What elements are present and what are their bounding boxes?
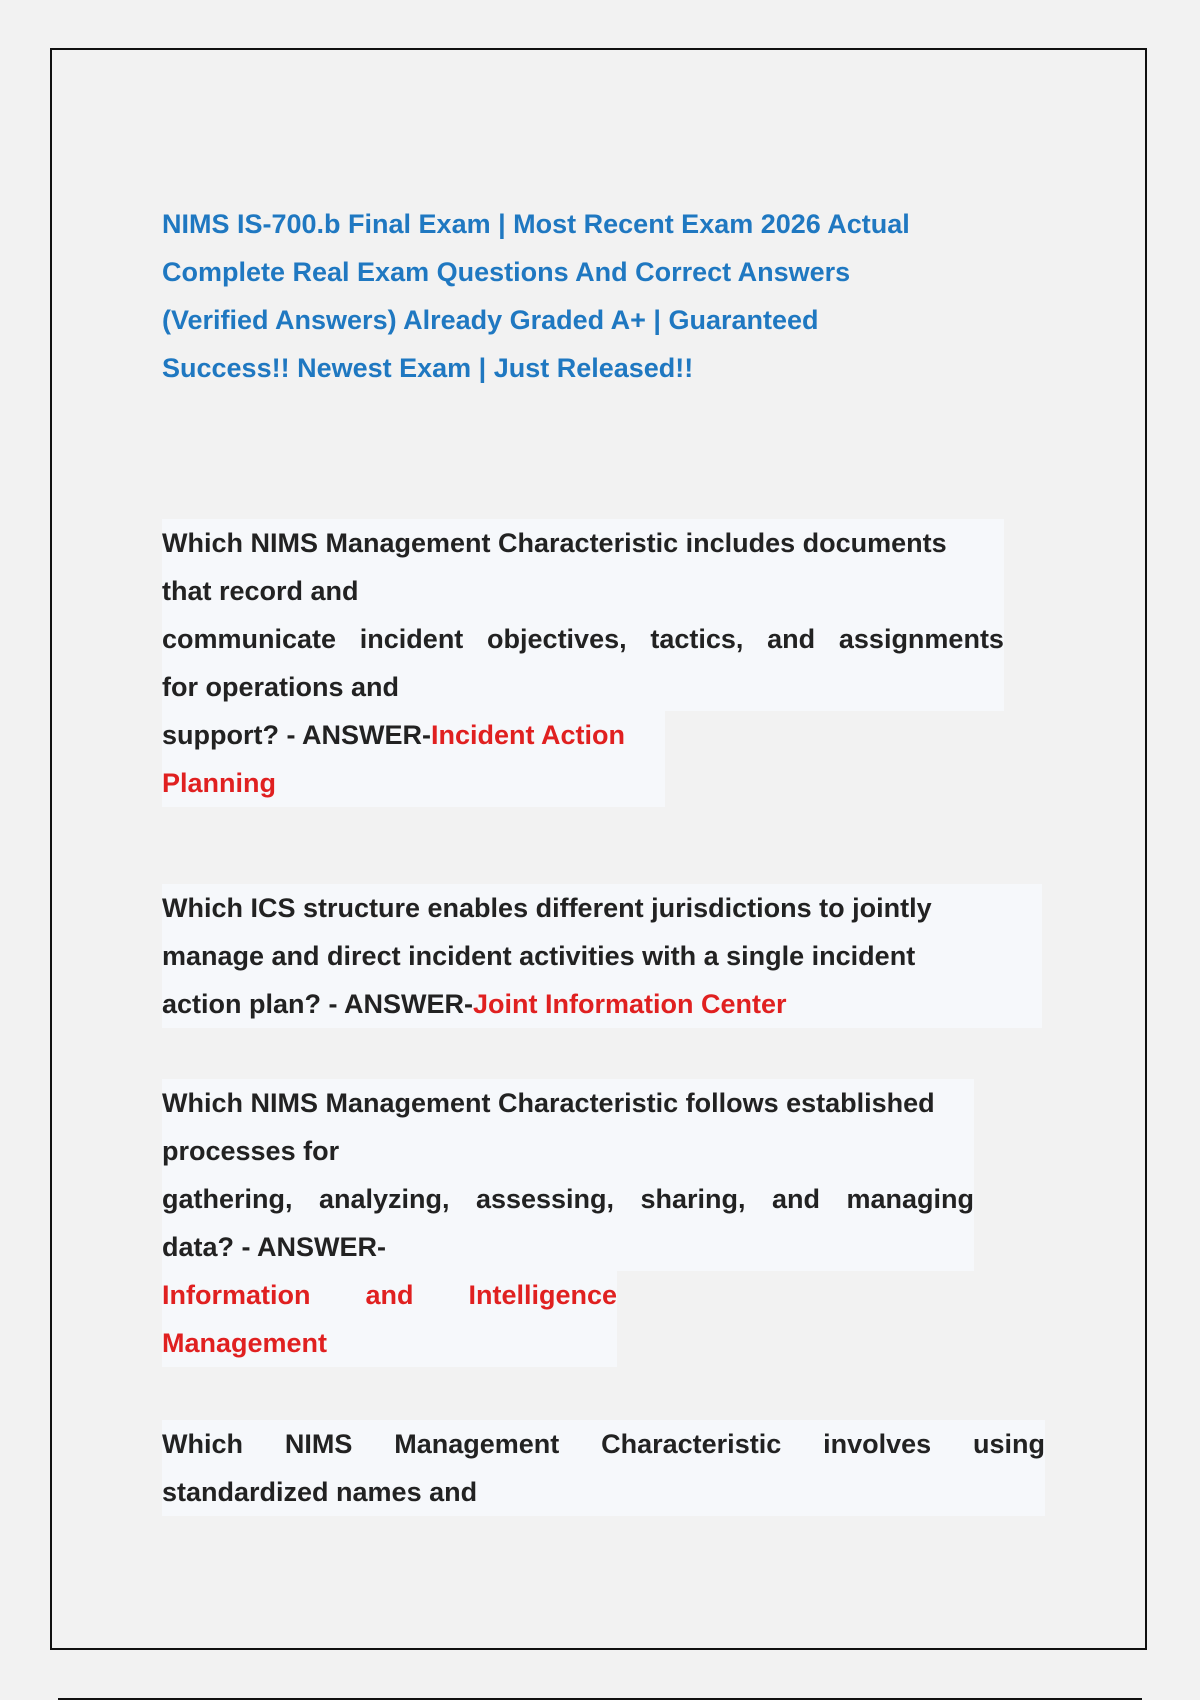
word: assignments: [838, 624, 1004, 654]
word: NIMS: [284, 1429, 353, 1459]
word: Characteristic: [601, 1429, 782, 1459]
document-title: [162, 200, 962, 392]
word: involves: [823, 1429, 932, 1459]
word: gathering,: [162, 1184, 293, 1214]
question-line: Which NIMS Management Characteristic includes documents: [162, 528, 947, 558]
answer-word: and: [365, 1280, 414, 1310]
question-line: [162, 711, 665, 759]
word: tactics,: [650, 624, 744, 654]
question-1-text: [162, 519, 1004, 711]
answer-text: Joint Information Center: [473, 989, 787, 1019]
document-page: [50, 48, 1147, 1650]
question-line: [162, 980, 1042, 1028]
word: and: [767, 624, 816, 654]
question-line: manage and direct incident activities with a single incident: [162, 941, 916, 971]
question-line: Which NIMS Management Characteristic follows established: [162, 1088, 935, 1118]
word: objectives,: [487, 624, 627, 654]
question-line-justified: [162, 1420, 1045, 1468]
question-line: for operations and: [162, 672, 400, 702]
title-line: Success!! Newest Exam | Just Released!!: [162, 353, 694, 383]
question-line: that record and: [162, 576, 359, 606]
question-2: [162, 884, 1042, 1028]
word: sharing,: [640, 1184, 746, 1214]
question-2-text: [162, 884, 1042, 1028]
answer-line-justified: [162, 1271, 617, 1319]
answer-word: Information: [162, 1280, 311, 1310]
answer-prefix: action plan? - ANSWER-: [162, 989, 473, 1019]
question-line: Which ICS structure enables different jurisdictions to jointly: [162, 893, 932, 923]
answer-block-3: [162, 1271, 617, 1367]
question-line: data? - ANSWER-: [162, 1232, 386, 1262]
question-3-text: [162, 1079, 974, 1271]
word: Which: [162, 1429, 243, 1459]
word: using: [973, 1429, 1045, 1459]
question-line-justified: [162, 1175, 974, 1223]
word: Management: [394, 1429, 560, 1459]
word: analyzing,: [318, 1184, 450, 1214]
question-line-justified: [162, 615, 1004, 663]
word: incident: [359, 624, 464, 654]
question-line: standardized names and: [162, 1477, 478, 1507]
answer-block-1: [162, 711, 665, 807]
question-1: [162, 519, 1004, 807]
answer-prefix: support? - ANSWER-: [162, 720, 431, 750]
title-line: NIMS IS-700.b Final Exam | Most Recent Exam 2026 Actual: [162, 209, 910, 239]
word: assessing,: [475, 1184, 615, 1214]
answer-word: Intelligence: [468, 1280, 617, 1310]
word: and: [771, 1184, 820, 1214]
answer-text: Incident Action: [430, 720, 625, 750]
answer-text: Planning: [162, 768, 276, 798]
question-4-text: [162, 1420, 1045, 1516]
title-line: Complete Real Exam Questions And Correct Answers: [162, 257, 851, 287]
question-4: [162, 1420, 1045, 1516]
word: communicate: [162, 624, 337, 654]
question-3: [162, 1079, 974, 1367]
question-line: processes for: [162, 1136, 340, 1166]
word: managing: [846, 1184, 974, 1214]
title-line: (Verified Answers) Already Graded A+ | Guaranteed: [162, 305, 819, 335]
answer-text: Management: [162, 1328, 328, 1358]
